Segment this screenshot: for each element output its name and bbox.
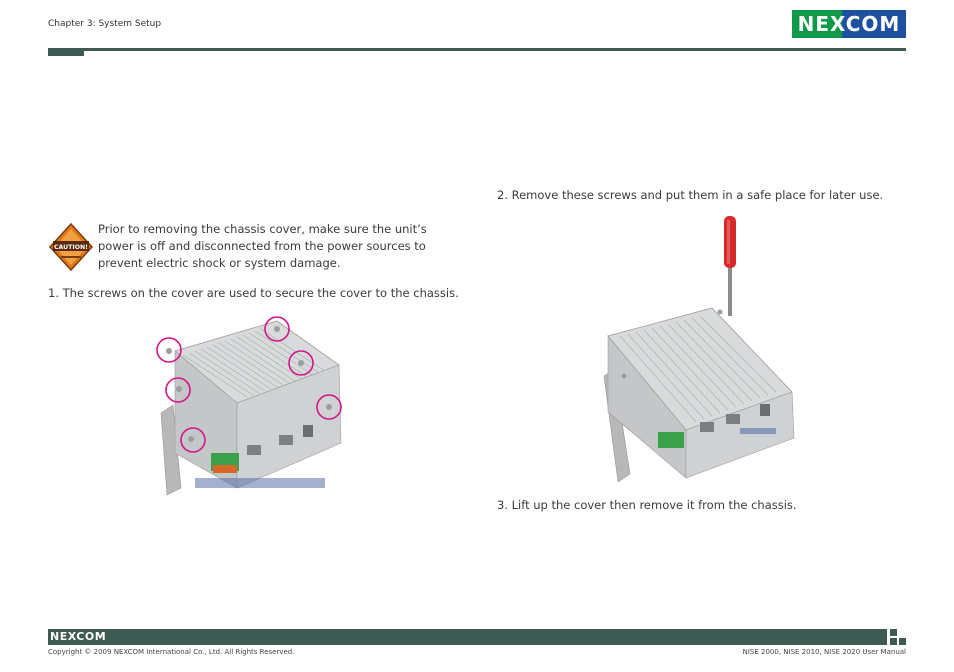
- nexcom-logo: [792, 10, 906, 38]
- step-2-text: 2. Remove these screws and put them in a safe place for later use.: [497, 188, 884, 202]
- step-1-text: 1. The screws on the cover are used to secure the cover to the chassis.: [48, 286, 459, 300]
- header-rule: [48, 48, 906, 51]
- chassis-photo-screws: [155, 313, 345, 498]
- caution-text: Prior to removing the chassis cover, make sure the unit’s power is off and disconnected from the power sources to prevent electric shock or system damage.: [98, 222, 427, 270]
- caution-badge-text: CAUTION!: [54, 244, 88, 251]
- logo-text: NEXCOM: [797, 12, 901, 36]
- footer-copyright: Copyright © 2009 NEXCOM International Co., Ltd. All Rights Reserved.: [48, 648, 295, 656]
- step-3-text: 3. Lift up the cover then remove it from the chassis.: [497, 498, 797, 512]
- footer-squares-icon: [890, 629, 907, 645]
- footer-bar: [48, 629, 887, 645]
- header-rule-block: [48, 48, 84, 56]
- footer-manual-title: NISE 2000, NISE 2010, NISE 2020 User Manual: [742, 648, 906, 656]
- chapter-title: Chapter 3: System Setup: [48, 19, 162, 29]
- footer-logo: NEXCOM: [50, 630, 107, 643]
- chassis-photo-screwdriver: [600, 216, 796, 486]
- caution-icon: [48, 222, 94, 272]
